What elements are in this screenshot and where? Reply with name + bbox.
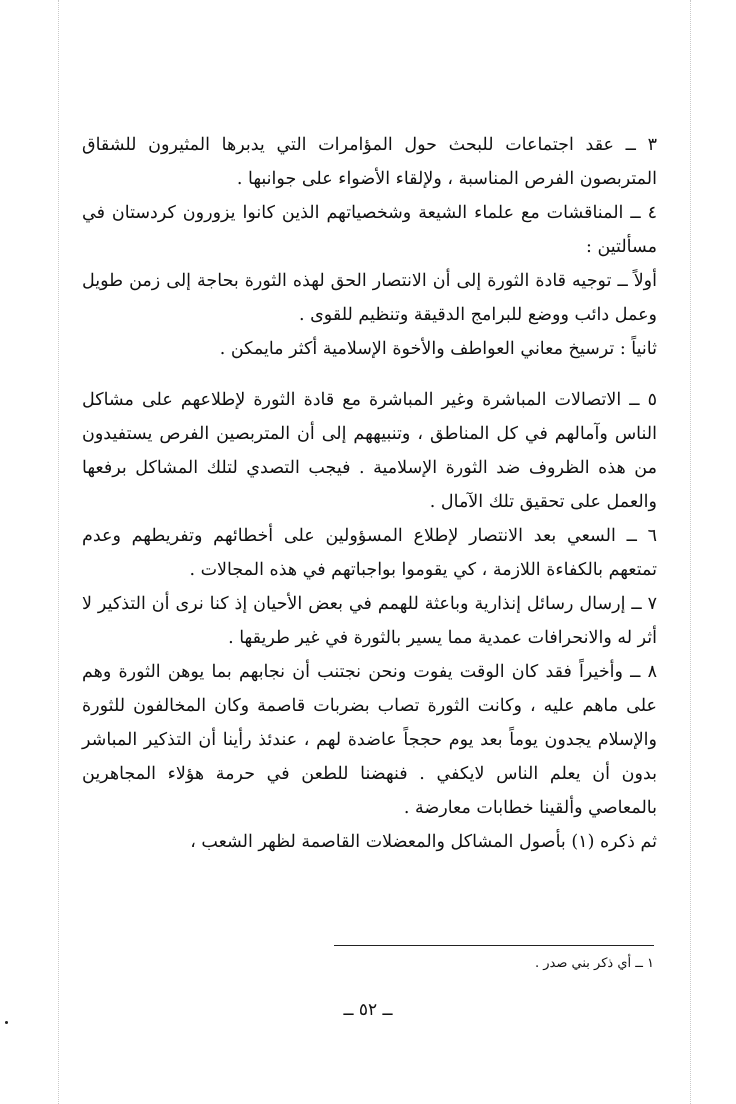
scan-speck: [5, 1021, 8, 1024]
paragraph-item-6: ٦ ــ السعي بعد الانتصار لإطلاع المسؤولين على أخطائهم وتفريطهم وعدم تمتعهم بالكفاءة اللازمة ، كي يقوموا بواجباتهم في هذه المجالات .: [82, 526, 657, 580]
paragraph-item-3: ٣ ــ عقد اجتماعات للبحث حول المؤامرات التي يدبرها المثيرون للشقاق المتربصون الفرص المناسبة ، ولإلقاء الأضواء على جوانبها .: [82, 135, 657, 189]
scan-guide-line: [58, 0, 59, 1104]
paragraph-second-point: ثانياً : ترسيخ معاني العواطف والأخوة الإسلامية أكثر مايمكن .: [219, 339, 657, 359]
body-text: [82, 128, 657, 859]
page-number: ــ ٥٢ ــ: [343, 1000, 393, 1020]
paragraph-first-point: أولاً ــ توجيه قادة الثورة إلى أن الانتصار الحق لهذه الثورة بحاجة إلى زمن طويل وعمل دائب ووضع للبرامج الدقيقة وتنظيم للقوى .: [82, 271, 657, 325]
paragraph-item-5: ٥ ــ الاتصالات المباشرة وغير المباشرة مع قادة الثورة لإطلاعهم على مشاكل الناس وآمالهم في كل المناطق ، وتنبيههم إلى أن المتربصين الفرص يستفيدون من هذه الظروف ضد الثورة الإسلامية . فيجب التصدي لتلك المشاكل برفعها والعمل على تحقيق تلك الآمال .: [82, 390, 657, 512]
scan-guide-line: [690, 0, 691, 1104]
paragraph-item-4: ٤ ــ المناقشات مع علماء الشيعة وشخصياتهم الذين كانوا يزورون كردستان في مسألتين :: [82, 203, 657, 257]
footnote-divider: [334, 945, 654, 946]
paragraph-item-7: ٧ ــ إرسال رسائل إنذارية وباعثة للهمم في بعض الأحيان إذ كنا نرى أن التذكير لا أثر له والانحرافات عمدية مما يسير بالثورة في غير طريقها .: [82, 594, 657, 648]
paragraph-closing: ثم ذكره (١) بأصول المشاكل والمعضلات القاصمة لظهر الشعب ،: [190, 832, 657, 852]
footnote: ١ ــ أي ذكر بني صدر .: [535, 956, 654, 971]
paragraph-item-8: ٨ ــ وأخيراً فقد كان الوقت يفوت ونحن نجتنب أن نجابهم بما يوهن الثورة وهم على ماهم عليه ، وكانت الثورة تصاب بضربات قاصمة وكان المخالفون للثورة والإسلام يجدون يوماً بعد يوم حججاً عاضدة لهم ، عندئذ رأينا أن التذكير المباشر بدون أن يعلم الناس لايكفي . فنهضنا للطعن في حرمة هؤلاء المجاهرين بالمعاصي وألقينا خطابات معارضة .: [82, 662, 657, 818]
